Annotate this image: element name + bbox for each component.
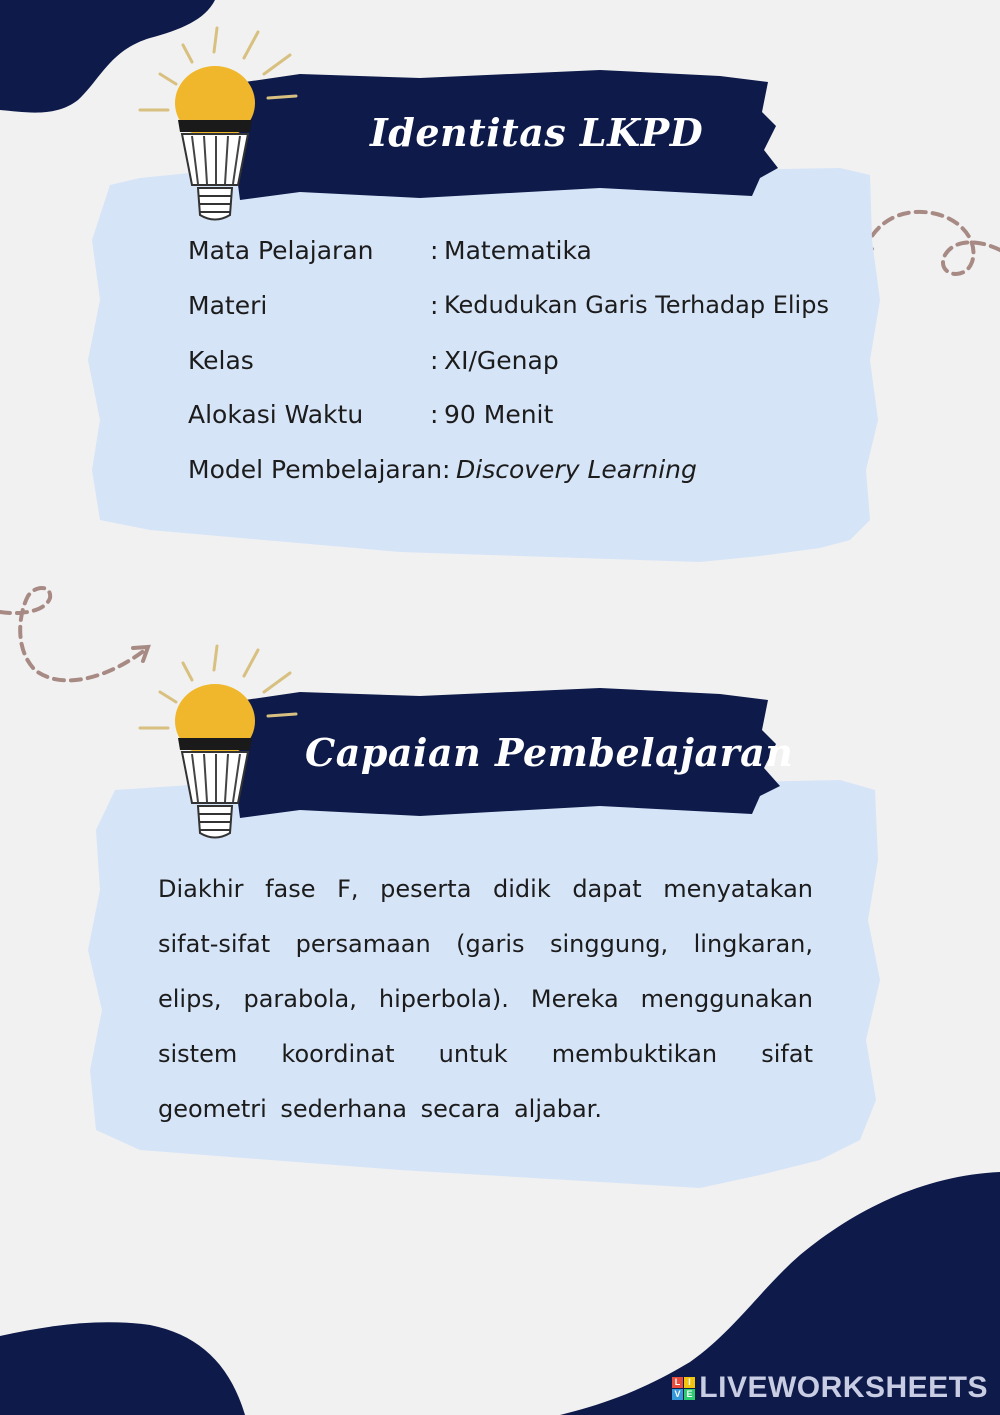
row-value: 90 Menit: [444, 400, 554, 429]
row-value: Matematika: [444, 236, 592, 265]
row-value: Kedudukan Garis Terhadap Elips: [444, 291, 829, 319]
row-label: Materi: [188, 291, 268, 320]
doodle-arrow-left: [0, 588, 148, 680]
row-label: Mata Pelajaran: [188, 236, 374, 265]
row-colon: :: [442, 455, 451, 484]
row-value: XI/Genap: [444, 346, 559, 375]
row-label: Alokasi Waktu: [188, 400, 364, 429]
capaian-title: Capaian Pembelajaran: [305, 730, 794, 775]
bottom-left-blob: [0, 1322, 245, 1415]
row-label: Model Pembelajaran: [188, 455, 443, 484]
liveworksheets-logo-icon: L I V E: [672, 1377, 695, 1400]
liveworksheets-watermark: [672, 1371, 988, 1405]
identitas-title: Identitas LKPD: [370, 110, 704, 155]
row-value: Discovery Learning: [456, 455, 697, 484]
row-label: Kelas: [188, 346, 254, 375]
brand-text: LIVEWORKSHEETS: [699, 1371, 988, 1404]
row-colon: :: [430, 236, 439, 265]
row-colon: :: [430, 346, 439, 375]
row-colon: :: [430, 291, 439, 320]
capaian-paragraph: Diakhir fase F, peserta didik dapat menyatakan sifat-sifat persamaan (garis singgung, lingkaran, elips, parabola, hiperbola). Mereka menggunakan sistem koordinat untuk membuktikan sifat geometri sederhana secara aljabar.: [158, 875, 813, 1123]
row-colon: :: [430, 400, 439, 429]
